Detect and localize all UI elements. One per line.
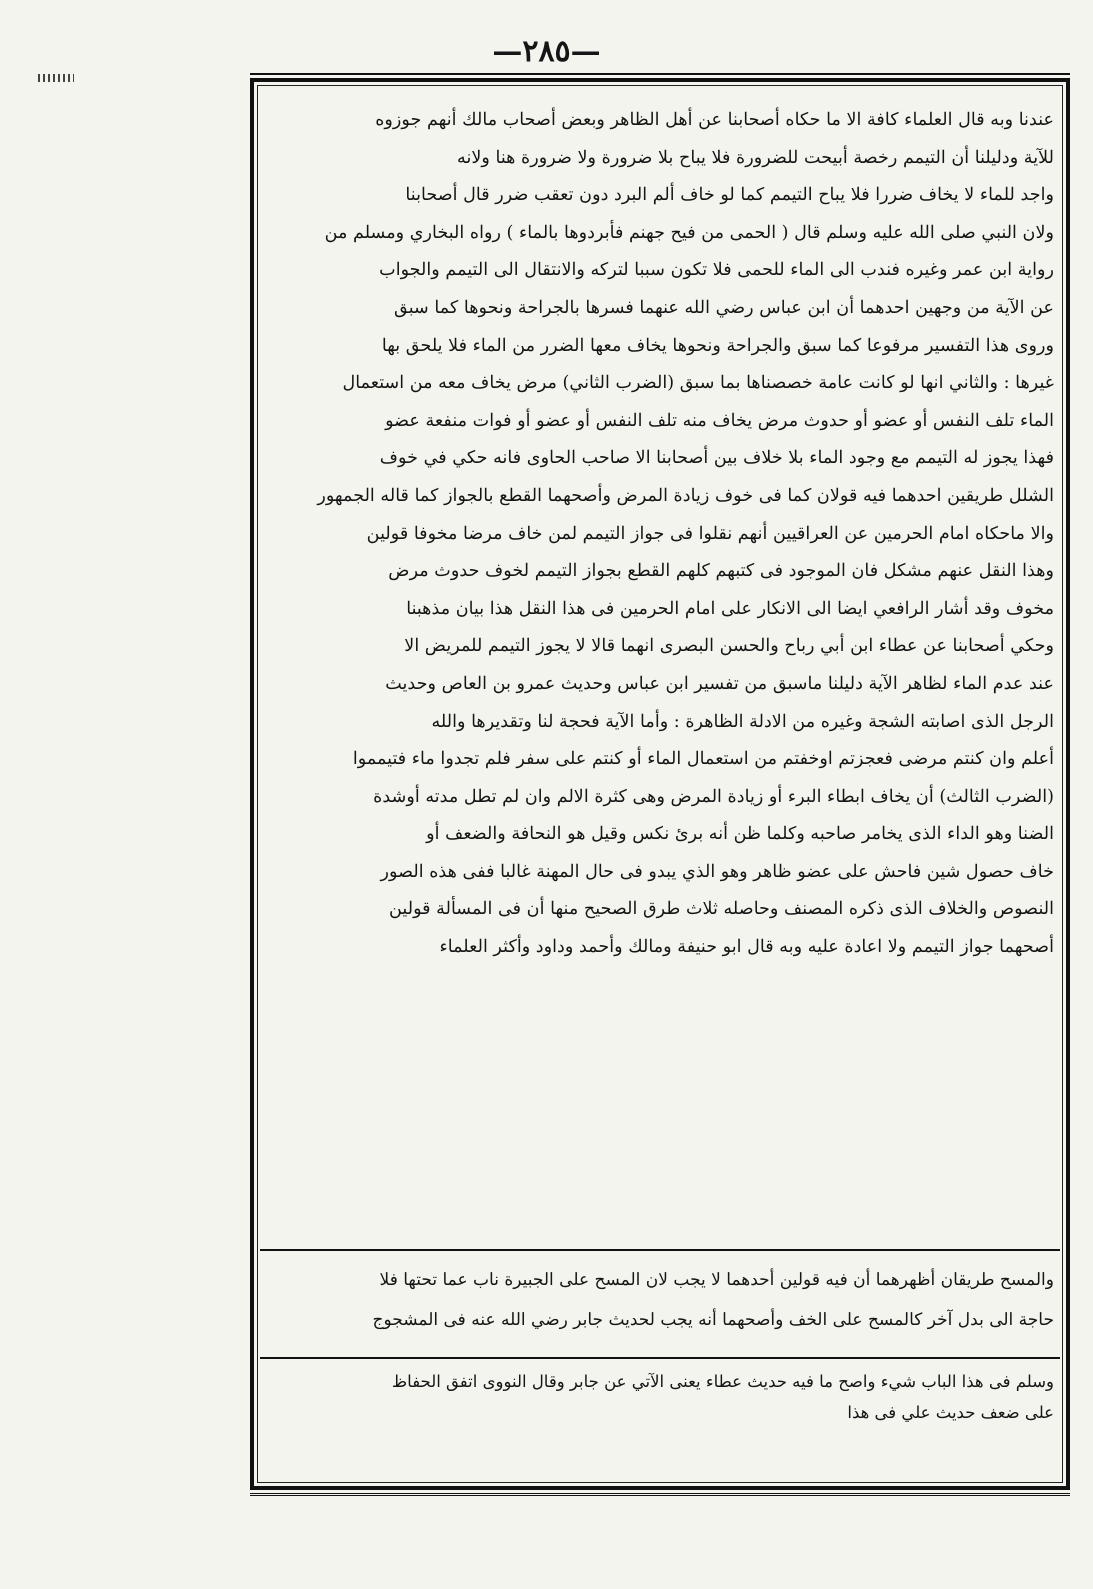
main-text-line: فهذا يجوز له التيمم مع وجود الماء بلا خلاف بين أصحابنا الا صاحب الحاوى فانه حكي في خوف	[379, 448, 1054, 469]
main-text-line: الشلل طريقين احدهما فيه قولان كما فى خوف زيادة المرض وأصحهما القطع بالجواز كما قاله الجمهور	[317, 485, 1054, 506]
main-text-line: رواية ابن عمر وغيره فندب الى الماء للحمى فلا تكون سببا لتركه والانتقال الى التيمم والجواب	[379, 260, 1054, 281]
footnote-line: والمسح طريقان أظهرهما أن فيه قولين أحدهما لا يجب لان المسح على الجبيرة ناب عما تحتها فلا	[379, 1270, 1054, 1290]
main-text-line: أصحهما جواز التيمم ولا اعادة عليه وبه قال ابو حنيفة ومالك وأحمد وداود وأكثر العلماء	[439, 937, 1054, 958]
main-text-line: عند عدم الماء لظاهر الآية دليلنا ماسبق من تفسير ابن عباس وحديث عمرو بن العاص وحديث	[385, 673, 1054, 694]
main-text-line: ولان النبي صلى الله عليه وسلم قال ( الحمى من فيح جهنم فأبردوها بالماء ) رواه البخاري ومسلم من	[324, 222, 1054, 243]
main-text-line: النصوص والخلاف الذى ذكره المصنف وحاصله ثلاث طرق الصحيح منها أن فى المسألة قولين	[389, 899, 1054, 920]
main-text-line: خاف حصول شين فاحش على عضو ظاهر وهو الذي يبدو فى حال المهنة غالبا ففى هذه الصور	[380, 861, 1054, 882]
main-text-line: عندنا وبه قال العلماء كافة الا ما حكاه أصحابنا عن أهل الظاهر وبعض أصحاب مالك أنهم جوزوه	[375, 110, 1054, 130]
bottom-border	[250, 1493, 1070, 1496]
main-text-line: عن الآية من وجهين احدهما أن ابن عباس رضي الله عنهما فسرها بالجراحة ونحوها كما سبق	[394, 297, 1054, 318]
main-text-line: (الضرب الثالث) أن يخاف ابطاء البرء أو زيادة المرض وهى كثرة الالم وان لم تطل مدته أوشدة	[373, 786, 1054, 807]
main-text-line: غيرها : والثاني انها لو كانت عامة خصصناها بما سبق (الضرب الثاني) مرض يخاف معه من استعمال	[342, 373, 1054, 394]
main-text-line: أعلم وان كنتم مرضى فعجزتم اوخفتم من استعمال الماء أو كنتم على سفر فلم تجدوا ماء فتيمموا	[352, 749, 1054, 770]
margin-mark	[38, 74, 74, 82]
footnote-line: حاجة الى بدل آخر كالمسح على الخف وأصحهما أنه يجب لحديث جابر رضي الله عنه فى المشجوج	[372, 1310, 1054, 1330]
section-divider	[260, 1249, 1060, 1251]
main-text-line: الماء تلف النفس أو عضو أو حدوث مرض يخاف منه تلف النفس أو عضو أو فوات منفعة عضو	[385, 410, 1054, 431]
main-text-line: للآية ودليلنا أن التيمم رخصة أبيحت للضرورة فلا يباح بلا ضرورة ولا ضرورة هنا ولانه	[457, 147, 1054, 168]
main-text-line: الضنا وهو الداء الذى يخامر صاحبه وكلما ظن أنه برئ نكس وقيل هو النحافة والضعف أو	[426, 824, 1054, 845]
main-text-line: الرجل الذى اصابته الشجة وغيره من الادلة الظاهرة : وأما الآية فحجة لنا وتقديرها والله	[431, 711, 1054, 732]
main-text-line: وروى هذا التفسير مرفوعا كما سبق والجراحة ونحوها يخاف معها الضرر من الماء فلا يلحق بها	[381, 335, 1054, 356]
footnote-commentary-block	[268, 1260, 1054, 1340]
page-number: —٢٨٥—	[492, 34, 601, 69]
footnote-divider	[260, 1357, 1060, 1359]
footnote-hadith-block	[268, 1366, 1054, 1428]
main-text-line: وهذا النقل عنهم مشكل فان الموجود فى كتبهم كلهم القطع بجواز التيمم لخوف حدوث مرض	[388, 561, 1054, 582]
page-frame	[250, 78, 1070, 1490]
main-text-block	[268, 102, 1054, 967]
footnote-line: وسلم فى هذا الباب شيء واصح ما فيه حديث عطاء يعنى الآتي عن جابر وقال النووى اتفق الحفاظ	[391, 1372, 1054, 1391]
main-text-line: واجد للماء لا يخاف ضررا فلا يباح التيمم كما لو خاف ألم البرد دون تعقب ضرر قال أصحابنا	[405, 185, 1054, 206]
main-text-line: وحكي أصحابنا عن عطاء ابن أبي رباح والحسن البصرى انهما قالا لا يجوز التيمم للمريض الا	[404, 636, 1054, 657]
main-text-line: مخوف وقد أشار الرافعي ايضا الى الانكار على امام الحرمين فى هذا النقل هذا بيان مذهبنا	[406, 598, 1054, 619]
footnote-line: على ضعف حديث علي فى هذا	[847, 1403, 1054, 1422]
main-text-line: والا ماحكاه امام الحرمين عن العراقيين أنهم نقلوا فى جواز التيمم لمن خاف مرضا مخوفا قولين	[366, 523, 1054, 544]
